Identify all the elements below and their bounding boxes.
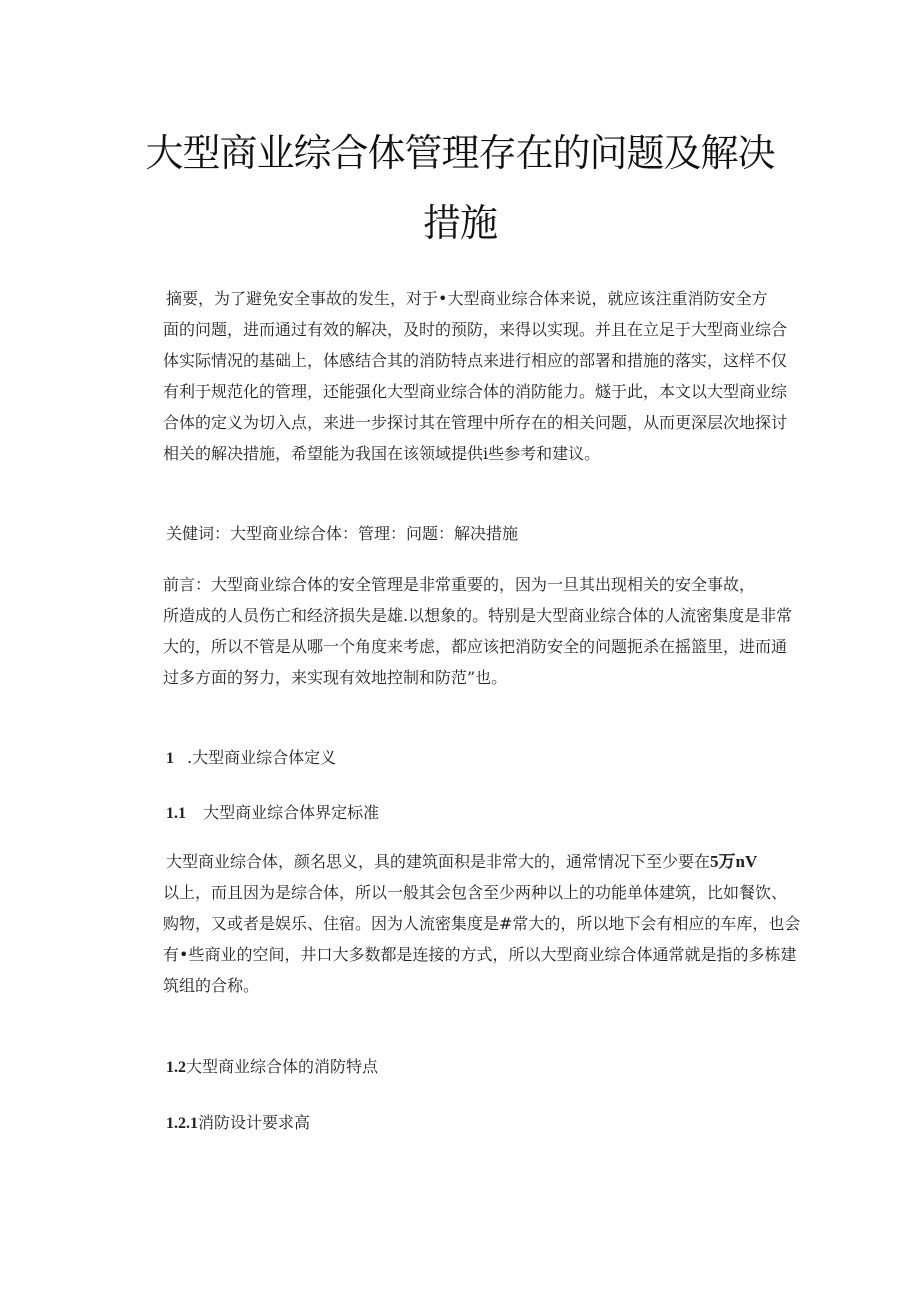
document-title-line1: 大型商业综合体管理存在的问题及解决 xyxy=(145,131,775,175)
preface-line: 所造成的人员伤亡和经济损失是雄.以想象的。特别是大型商业综合体的人流密集度是非常 xyxy=(163,606,793,625)
abstract-line: 有利于规范化的管理，还能强化大型商业综合体的消防能力。燧于此，本文以大型商业综 xyxy=(163,382,788,401)
body-text: 大型商业综合体，颜名思义，具的建筑面积是非常大的，通常情况下至少要在 xyxy=(166,852,711,871)
section-title: 消防设计要求高 xyxy=(198,1113,311,1132)
document-title-line2: 措施 xyxy=(422,201,497,245)
body-line: 有•些商业的空间，井口大多数都是连接的方式，所以大型商业综合体通常就是指的多栋建 xyxy=(163,945,797,964)
section-number: 1.2 xyxy=(166,1059,186,1076)
section-title: 大型商业综合体的消防特点 xyxy=(186,1057,379,1076)
preface-line: 过多方面的努力，来实现有效地控制和防范”也。 xyxy=(163,668,508,687)
abstract-paragraph xyxy=(163,283,788,469)
preface-line: 大的，所以不管是从哪一个角度来考虑，都应该把消防安全的问题扼杀在摇篮里，进而通 xyxy=(163,637,788,656)
section-1-2-1-heading xyxy=(166,1110,310,1133)
abstract-line: 体实际情况的基础上，体感结合其的消防特点来进行相应的部署和措施的落实，这样不仅 xyxy=(163,351,788,370)
body-line: 购物，又或者是娱乐、住宿。因为人流密集度是#常大的，所以地下会有相应的车库，也会 xyxy=(163,914,801,933)
section-title: .大型商业综合体定义 xyxy=(187,748,337,767)
section-1-1-heading xyxy=(166,800,379,823)
abstract-line: 摘要，为了避免安全事故的发生，对于•大型商业综合体来说，就应该注重消防安全方 xyxy=(166,289,768,308)
body-line xyxy=(166,846,758,877)
section-number: 1 xyxy=(166,750,174,767)
keywords: 关健词：大型商业综合体：管理：问题：解决措施 xyxy=(166,524,519,543)
area-value: 5万nV xyxy=(710,852,758,871)
abstract-line: 相关的解决措施，希望能为我国在该领域提供i些参考和建议。 xyxy=(163,444,601,463)
section-1-1-body xyxy=(163,846,801,1001)
abstract-line: 面的问题，进而通过有效的解决，及时的预防，来得以实现。并且在立足于大型商业综合 xyxy=(163,320,788,339)
section-number: 1.1 xyxy=(166,805,186,822)
preface-line: 前言：大型商业综合体的安全管理是非常重要的，因为一旦其出现相关的安全事故， xyxy=(163,575,756,594)
section-1-heading xyxy=(166,745,336,768)
preface-paragraph xyxy=(163,569,793,693)
abstract-line: 合体的定义为切入点，来进一步探讨其在管理中所存在的相关问题，从而更深层次地探讨 xyxy=(163,413,788,432)
section-title: 大型商业综合体界定标准 xyxy=(203,803,380,822)
section-number: 1.2.1 xyxy=(166,1115,198,1132)
section-1-2-heading xyxy=(166,1054,378,1077)
body-line: 以上，而且因为是综合体，所以一般其会包含至少两种以上的功能单体建筑，比如餐饮、 xyxy=(163,883,788,902)
body-line: 筑组的合称。 xyxy=(163,976,260,995)
